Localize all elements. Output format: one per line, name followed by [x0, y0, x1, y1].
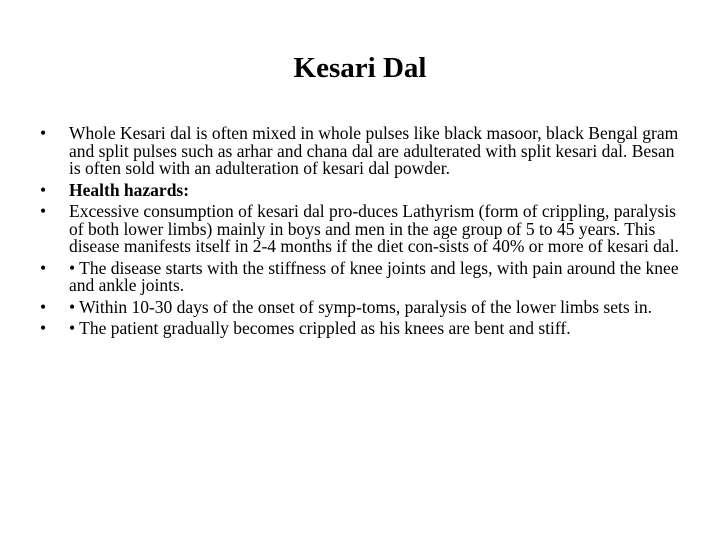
bullet-marker: • — [40, 296, 47, 317]
bullet-text: • The disease starts with the stiffness of knee joints and legs, with pain around the knee and ankle joints. — [69, 257, 679, 295]
bullet-marker: • — [40, 257, 47, 278]
bullet-marker: • — [40, 179, 47, 200]
bullet-item — [40, 296, 680, 317]
bullet-item — [40, 179, 680, 200]
bullet-text: • The patient gradually becomes crippled as his knees are bent and stiff. — [69, 318, 571, 338]
bullet-text: Whole Kesari dal is often mixed in whole pulses like black masoor, black Bengal gram and split pulses such as arhar and chana dal are adulterated with split kesari dal. Besan is often sold with an adulteration of kesari dal powder. — [69, 123, 679, 178]
bullet-marker: • — [40, 123, 47, 143]
bullet-list — [40, 125, 680, 342]
bullet-item — [40, 125, 680, 178]
bullet-marker: • — [40, 201, 47, 221]
slide-title: Kesari Dal — [293, 52, 427, 84]
bullet-item — [40, 320, 680, 338]
bullet-item — [40, 257, 680, 295]
bullet-text: Excessive consumption of kesari dal pro-duces Lathyrism (form of crippling, paralysis of both lower limbs) mainly in boys and men in the age group of 5 to 45 years. This disease manifests itself in 2-4 months if the diet con-sists of 40% or more of kesari dal. — [69, 201, 679, 256]
bullet-text: • Within 10-30 days of the onset of symp-toms, paralysis of the lower limbs sets in. — [69, 296, 653, 317]
bullet-heading-health-hazards: Health hazards: — [69, 179, 190, 200]
bullet-item — [40, 203, 680, 256]
bullet-marker: • — [40, 318, 47, 338]
